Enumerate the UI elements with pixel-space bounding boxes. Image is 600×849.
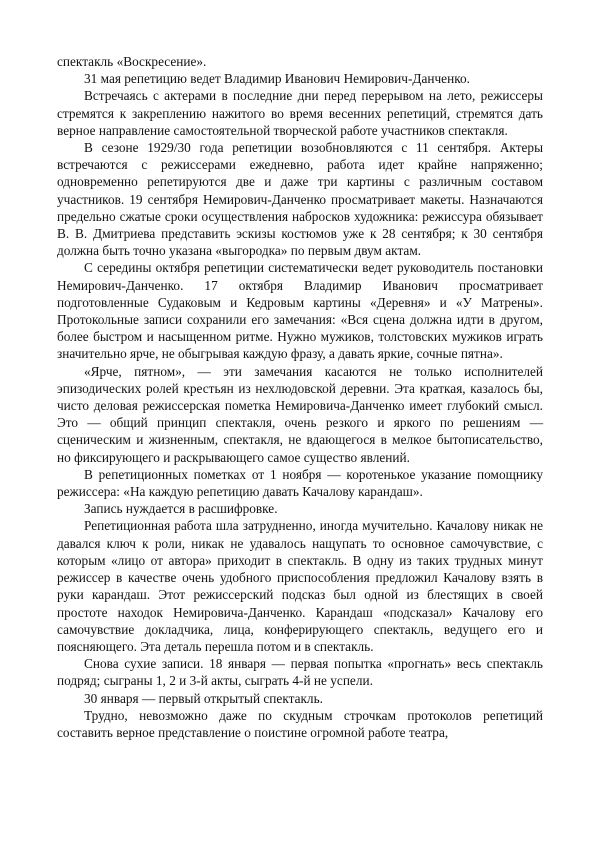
paragraph-continuation: спектакль «Воскресение».: [57, 54, 207, 69]
paragraph-closing: Трудно, невозможно даже по скудным строчкам протоколов репетиций составить верное представление о поистине огромной работе театра,: [57, 707, 543, 740]
paragraph-rehearsal-work: Репетиционная работа шла затрудненно, иногда мучительно. Качалову никак не давался ключ к роли, никак не удавалось нащупать то основное самочувствие, с которым «лицо от автора» приходит в спектакль. В одну из таких трудных минут режиссер в качестве очень удобного приспособления предложил Качалову взять в руки карандаш. Этот режиссерский подсказ был одной из блестящих в своей простоте находок Немировича-Данченко. Карандаш «подсказал» Качалову его самочувствие докладчика, лица, конферирующего спектакль, ведущего его и поясняющего. Эта деталь перешла потом и в спектакль.: [57, 518, 543, 654]
paragraph-summer-break: Встречаясь с актерами в последние дни перед перерывом на лето, режиссеры стремятся к закреплению нажитого во время весенних репетиций, стремятся дать верное направление самостоятельной творческой работе участников спектакля.: [57, 88, 543, 138]
paragraph-may-31: 31 мая репетицию ведет Владимир Иванович Немирович-Данченко.: [84, 71, 470, 87]
paragraph-brighter: «Ярче, пятном», — эти замечания касаются не только исполнителей эпизодических ролей крестьян из нехлюдовской деревни. Эта краткая, казалось бы, чисто деловая режиссерская пометка Немировича-Данченко имеет глубокий смысл. Это — общий принцип спектакля, очень резкого и яркого по решениям — сценическим и жизненным, спектакля, не вдающегося в мелкое бытописательство, но фиксирующего и раскрывающего самое существо явлений.: [57, 363, 543, 465]
paragraph-november-1: В репетиционных пометках от 1 ноября — коротенькое указание помощнику режиссера: «На каждую репетицию давать Качалову карандаш».: [57, 466, 543, 500]
paragraph-season-1929: В сезоне 1929/30 года репетиции возобновляются с 11 сентября. Актеры встречаются с режиссерами ежедневно, работа идет крайне напряженно; одновременно репетируются две и даже три картины с различным составом участников. 19 сентября Немирович-Данченко просматривает макеты. Назначаются предельно сжатые сроки осуществления набросков художника: режиссура обязывает В. В. Дмитриева представить эскизы костюмов уже к 28 сентября; к 30 сентября должна быть точно указана «выгородка» по первым двум актам.: [57, 140, 543, 259]
paragraph-october: С середины октября репетиции систематически ведет руководитель постановки Немирович-Данченко. 17 октября Владимир Иванович просматривает подготовленные Судаковым и Кедровым картины «Деревня» и «У Матрены». Протокольные записи сохранили его замечания: «Вся сцена должна идти в другом, более быстром и насыщенном ритме. Нужно мужиков, толстовских мужиков играть значительно ярче, не обыгрывая каждую фразу, а давать яркие, сочные пятна».: [57, 260, 543, 362]
paragraph-january-18: Снова сухие записи. 18 января — первая попытка «прогнать» весь спектакль подряд; сыграны 1, 2 и 3-й акты, сыграть 4-й не успели.: [57, 656, 543, 689]
paragraph-decoding: Запись нуждается в расшифровке.: [84, 501, 278, 517]
paragraph-january-30: 30 января — первый открытый спектакль.: [84, 690, 323, 706]
document-page: [57, 53, 543, 741]
